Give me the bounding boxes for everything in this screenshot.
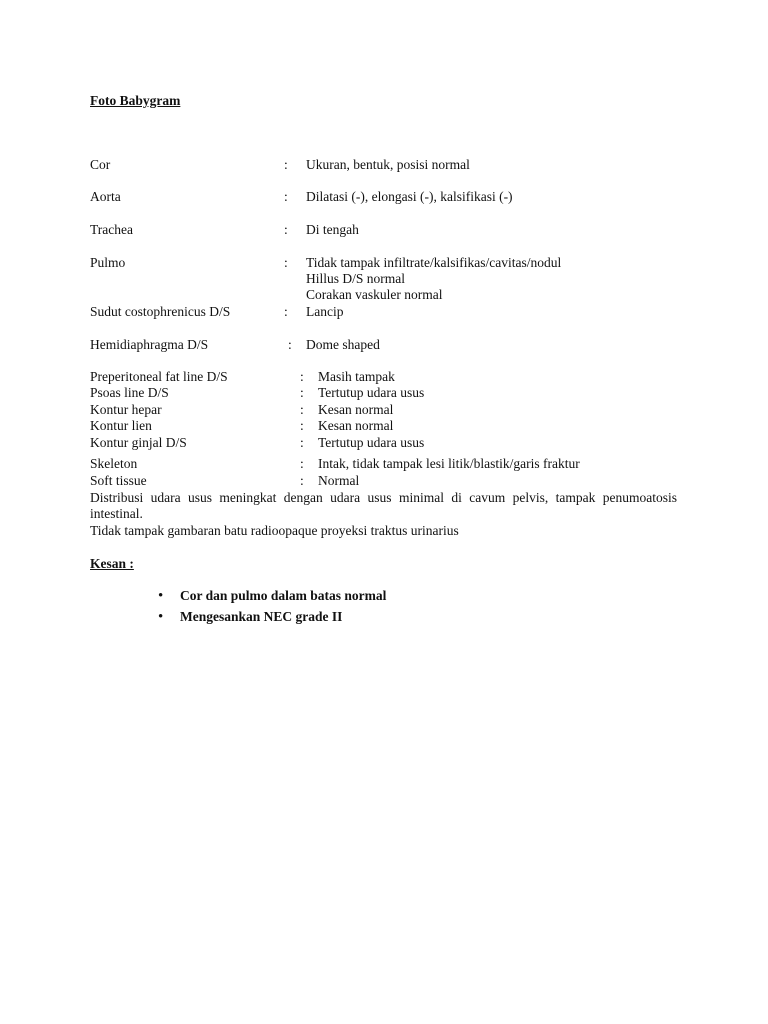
row-value: Tertutup udara usus xyxy=(318,385,425,400)
row-label: Kontur hepar xyxy=(90,402,162,417)
row-colon: : xyxy=(288,337,292,352)
row-colon: : xyxy=(300,435,304,450)
row-colon: : xyxy=(300,473,304,488)
row-label: Trachea xyxy=(90,222,133,237)
row-label: Soft tissue xyxy=(90,473,147,488)
row-label: Skeleton xyxy=(90,456,138,471)
bullet-icon: • xyxy=(158,588,164,604)
row-label: Kontur ginjal D/S xyxy=(90,435,187,450)
row-value: Di tengah xyxy=(306,222,359,237)
row-label: Sudut costophrenicus D/S xyxy=(90,304,231,319)
row-value: Dilatasi (-), elongasi (-), kalsifikasi (-) xyxy=(306,189,513,204)
row-label: Cor xyxy=(90,157,111,172)
kesan-item-text: Cor dan pulmo dalam batas normal xyxy=(180,588,387,603)
row-label: Aorta xyxy=(90,189,121,204)
kesan-item-text: Mengesankan NEC grade II xyxy=(180,609,343,624)
row-value: Normal xyxy=(318,473,360,488)
row-colon: : xyxy=(284,157,288,172)
paragraph-distribusi: Distribusi udara usus meningkat dengan udara usus minimal di cavum pelvis, tampak penumoatosis intestinal. xyxy=(90,490,677,521)
row-colon: : xyxy=(300,418,304,433)
kesan-title: Kesan : xyxy=(90,556,134,571)
row-value: Intak, tidak tampak lesi litik/blastik/garis fraktur xyxy=(318,456,580,471)
document-title: Foto Babygram xyxy=(90,93,181,108)
row-label: Preperitoneal fat line D/S xyxy=(90,369,228,384)
paragraph-batu: Tidak tampak gambaran batu radioopaque proyeksi traktus urinarius xyxy=(90,523,459,538)
row-label: Psoas line D/S xyxy=(90,385,169,400)
row-colon: : xyxy=(284,189,288,204)
row-label: Pulmo xyxy=(90,255,126,270)
bullet-icon: • xyxy=(158,609,164,625)
row-value: Ukuran, bentuk, posisi normal xyxy=(306,157,470,172)
row-colon: : xyxy=(284,304,288,319)
row-colon: : xyxy=(300,456,304,471)
row-label: Kontur lien xyxy=(90,418,152,433)
row-label: Hemidiaphragma D/S xyxy=(90,337,209,352)
row-value: Lancip xyxy=(306,304,344,319)
row-value: Kesan normal xyxy=(318,418,394,433)
row-value: Tidak tampak infiltrate/kalsifikas/cavitas/nodul xyxy=(306,255,562,270)
row-value: Dome shaped xyxy=(306,337,380,352)
row-colon: : xyxy=(300,385,304,400)
row-colon: : xyxy=(300,402,304,417)
row-value: Tertutup udara usus xyxy=(318,435,425,450)
row-colon: : xyxy=(284,222,288,237)
row-colon: : xyxy=(284,255,288,270)
row-colon: : xyxy=(300,369,304,384)
row-value: Masih tampak xyxy=(318,369,395,384)
row-value-extra: Corakan vaskuler normal xyxy=(306,287,443,302)
row-value-extra: Hillus D/S normal xyxy=(306,271,406,286)
row-value: Kesan normal xyxy=(318,402,394,417)
